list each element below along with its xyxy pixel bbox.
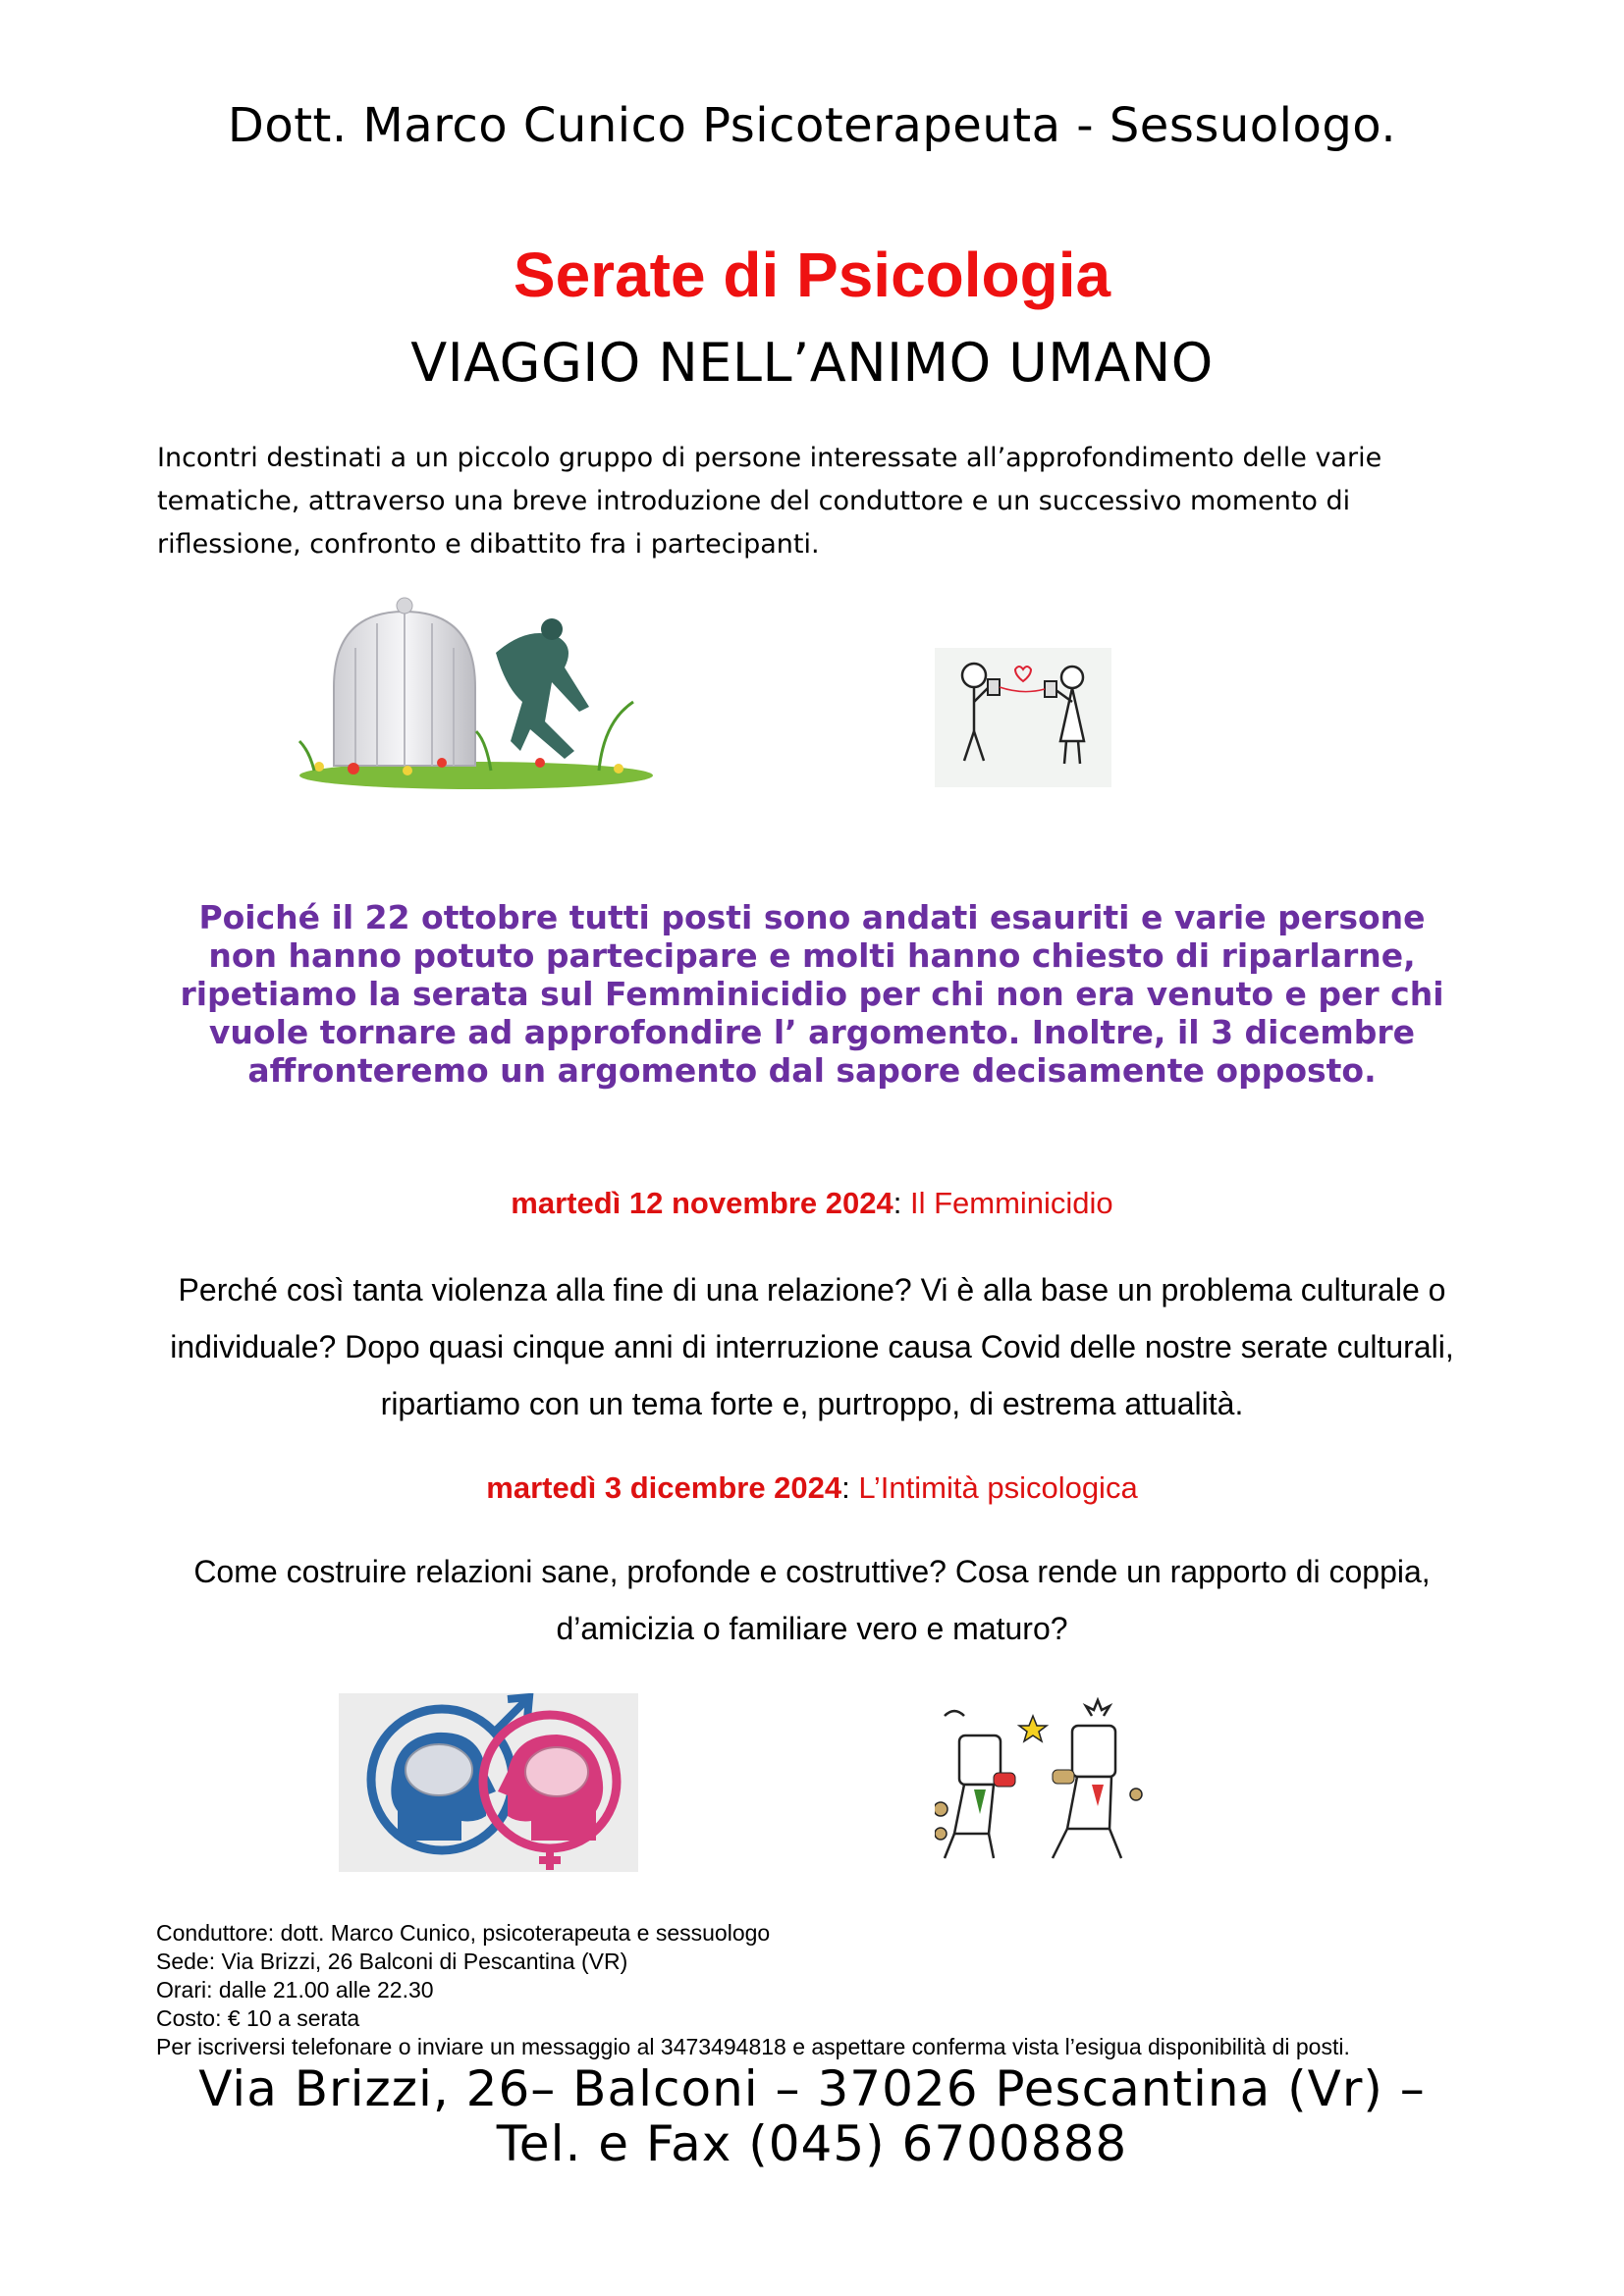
footer-conductor: Conduttore: dott. Marco Cunico, psicoterapeuta e sessuologo xyxy=(156,1920,771,1946)
event-heading-1 xyxy=(0,1186,1624,1221)
notice-paragraph: Poiché il 22 ottobre tutti posti sono andati esauriti e varie persone non hanno potuto partecipare e molti hanno chiesto di riparlarne, ripetiamo la serata sul Femminicidio per chi non era venuto e per chi vuole tornare ad approfondire l’ argomento. Inoltre, il 3 dicembre affronteremo un argomento dal sapore decisamente opposto. xyxy=(180,898,1444,1090)
birdcage-woman-illustration xyxy=(295,594,658,790)
footer-venue: Sede: Via Brizzi, 26 Balconi di Pescantina (VR) xyxy=(156,1949,628,1974)
page-subtitle: VIAGGIO NELL’ANIMO UMANO xyxy=(410,332,1214,394)
event-description-2: Come costruire relazioni sane, profonde e costruttive? Cosa rende un rapporto di coppia, d’amicizia o familiare vero e maturo? xyxy=(193,1554,1431,1646)
footer-address xyxy=(0,2061,1624,2171)
event-date: martedì 3 dicembre 2024 xyxy=(486,1470,842,1505)
tin-can-phone-illustration xyxy=(935,648,1111,787)
event-description-1: Perché così tanta violenza alla fine di una relazione? Vi è alla base un problema culturale o individuale? Dopo quasi cinque anni di interruzione causa Covid delle nostre serate culturali, ripartiamo con un tema forte e, purtroppo, di estrema attualità. xyxy=(170,1272,1454,1421)
event-separator: : xyxy=(893,1186,910,1220)
footer-hours: Orari: dalle 21.00 alle 22.30 xyxy=(156,1977,434,2002)
event-topic: L’Intimità psicologica xyxy=(858,1470,1138,1505)
intro-paragraph: Incontri destinati a un piccolo gruppo di persone interessate all’approfondimento delle varie tematiche, attraverso una breve introduzione del conduttore e un successivo momento di riflessione, confronto e dibattito fra i partecipanti. xyxy=(157,443,1382,560)
header-line: Dott. Marco Cunico Psicoterapeuta - Sessuologo. xyxy=(227,98,1397,153)
footer-cost: Costo: € 10 a serata xyxy=(156,2005,360,2031)
event-separator: : xyxy=(841,1470,859,1505)
event-date: martedì 12 novembre 2024 xyxy=(511,1186,893,1220)
footer-info xyxy=(156,1919,1350,2061)
event-heading-2 xyxy=(0,1470,1624,1506)
page-title: Serate di Psicologia xyxy=(513,240,1111,310)
arguing-couple-illustration xyxy=(935,1696,1146,1865)
footer-address-text: Via Brizzi, 26– Balconi – 37026 Pescantina (Vr) – Tel. e Fax (045) 6700888 xyxy=(198,2060,1426,2172)
event-topic: Il Femminicidio xyxy=(909,1186,1113,1220)
male-female-heads-icon xyxy=(339,1693,638,1872)
footer-signup: Per iscriversi telefonare o inviare un messaggio al 3473494818 e aspettare conferma vista l’esigua disponibilità di posti. xyxy=(156,2034,1350,2059)
